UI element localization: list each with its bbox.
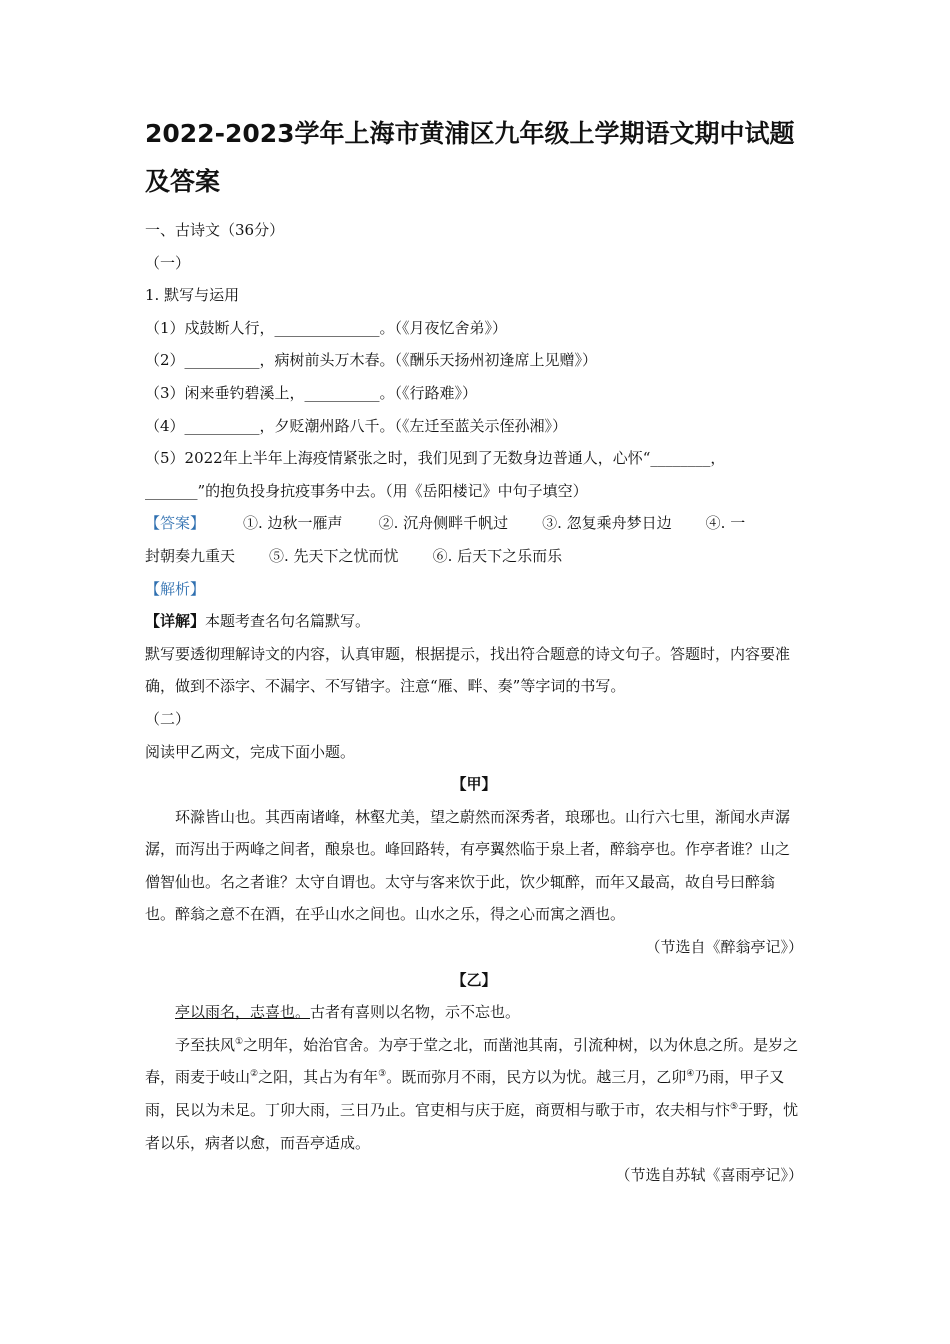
passage-yi-paragraph-1 (145, 996, 803, 1029)
analysis-tag: 【解析】 (145, 579, 206, 598)
answer-tag: 【答案】 (145, 514, 206, 533)
footnote-marker: ④ (686, 1069, 695, 1080)
question-item: _______”的抱负投身抗疫事务中去。（用《岳阳楼记》中句子填空） (145, 481, 588, 500)
footnote-marker: ① (235, 1036, 244, 1047)
passage-yi-paragraph-2 (145, 1029, 803, 1159)
question-item: （4）__________，夕贬潮州路八千。（《左迁至蓝关示侄孙湘》） (145, 416, 568, 435)
reading-intro: 阅读甲乙两文，完成下面小题。 (145, 742, 356, 761)
detail-paragraph: 默写要透彻理解诗文的内容，认真审题，根据提示，找出符合题意的诗文句子。答题时，内容要准确，做到不添字、不漏字、不写错字。注意“雁、畔、奏”等字词的书写。 (145, 644, 791, 696)
passage-text: 予至扶风 (175, 1035, 236, 1054)
question-item: （2）__________，病树前头万木春。（《酬乐天扬州初逢席上见赠》） (145, 351, 598, 370)
footnote-marker: ⑤ (730, 1102, 739, 1113)
part-heading-1: （一） (145, 253, 191, 272)
question-item: （1）戍鼓断人行，______________。（《月夜忆舍弟》） (145, 318, 508, 337)
answer-item: ①. 边秋一雁声 (243, 514, 343, 533)
answer-item: 封朝奏九重天 (145, 546, 236, 565)
question-title: 1. 默写与运用 (145, 286, 240, 305)
passage-jia-source: （节选自《醉翁亭记》） (645, 938, 803, 957)
part-heading-2: （二） (145, 709, 191, 728)
passage-yi-heading: 【乙】 (451, 970, 497, 989)
underlined-sentence: 亭以雨名，志喜也。 (175, 1003, 311, 1022)
answer-item: ③. 忽复乘舟梦日边 (542, 514, 672, 533)
page-title: 2022-2023学年上海市黄浦区九年级上学期语文期中试题及答案 (145, 119, 795, 196)
answer-item: ②. 沉舟侧畔千帆过 (378, 514, 509, 533)
section-heading: 一、古诗文（36分） (145, 221, 285, 239)
passage-yi-source: （节选自苏轼《喜雨亭记》） (615, 1166, 803, 1185)
detail-tag: 【详解】 (145, 612, 206, 631)
answer-line-1 (145, 507, 803, 540)
passage-yi-text: 古者有喜则以名物，示不忘也。 (310, 1003, 521, 1022)
passage-text: 之阳，其占为有年 (258, 1068, 379, 1087)
answer-item: ④. 一 (705, 514, 746, 533)
passage-text: 之明年，始治官舍。为亭于堂之北，而凿池其南，引流种树，以为休息之所。是岁之春，雨麦于岐山 (145, 1035, 799, 1087)
answer-line-2 (145, 540, 803, 573)
passage-jia-text: 环滁皆山也。其西南诸峰，林壑尤美，望之蔚然而深秀者，琅琊也。山行六七里，渐闻水声潺潺，而泻出于两峰之间者，酿泉也。峰回路转，有亭翼然临于泉上者，醉翁亭也。作亭者谁？山之僧智仙也。名之者谁？太守自谓也。太守与客来饮于此，饮少辄醉，而年又最高，故自号曰醉翁也。醉翁之意不在酒，在乎山水之间也。山水之乐，得之心而寓之酒也。 (145, 807, 791, 924)
answer-item: ⑤. 先天下之忧而忧 (269, 546, 399, 565)
detail-text: 本题考查名句名篇默写。 (205, 612, 371, 631)
passage-text: 。既而弥月不雨，民方以为忧。越三月，乙卯 (386, 1068, 687, 1087)
passage-jia-heading: 【甲】 (451, 775, 497, 794)
footnote-marker: ③ (378, 1069, 387, 1080)
passage-text: 于野，忧者以乐，病者以愈，而吾亭适成。 (145, 1101, 799, 1152)
detail-line (145, 605, 803, 638)
question-item: （5）2022年上半年上海疫情紧张之时，我们见到了无数身边普通人，心怀“________， (145, 449, 726, 468)
document-page (145, 110, 803, 1192)
footnote-marker: ② (250, 1069, 259, 1080)
question-item: （3）闲来垂钓碧溪上，__________。（《行路难》） (145, 383, 478, 402)
answer-item: ⑥. 后天下之乐而乐 (432, 546, 563, 565)
passage-text: 乃雨，甲子又雨，民以为未足。丁卯大雨，三日乃止。官吏相与庆于庭，商贾相与歌于市，农夫相与忭 (145, 1068, 785, 1120)
